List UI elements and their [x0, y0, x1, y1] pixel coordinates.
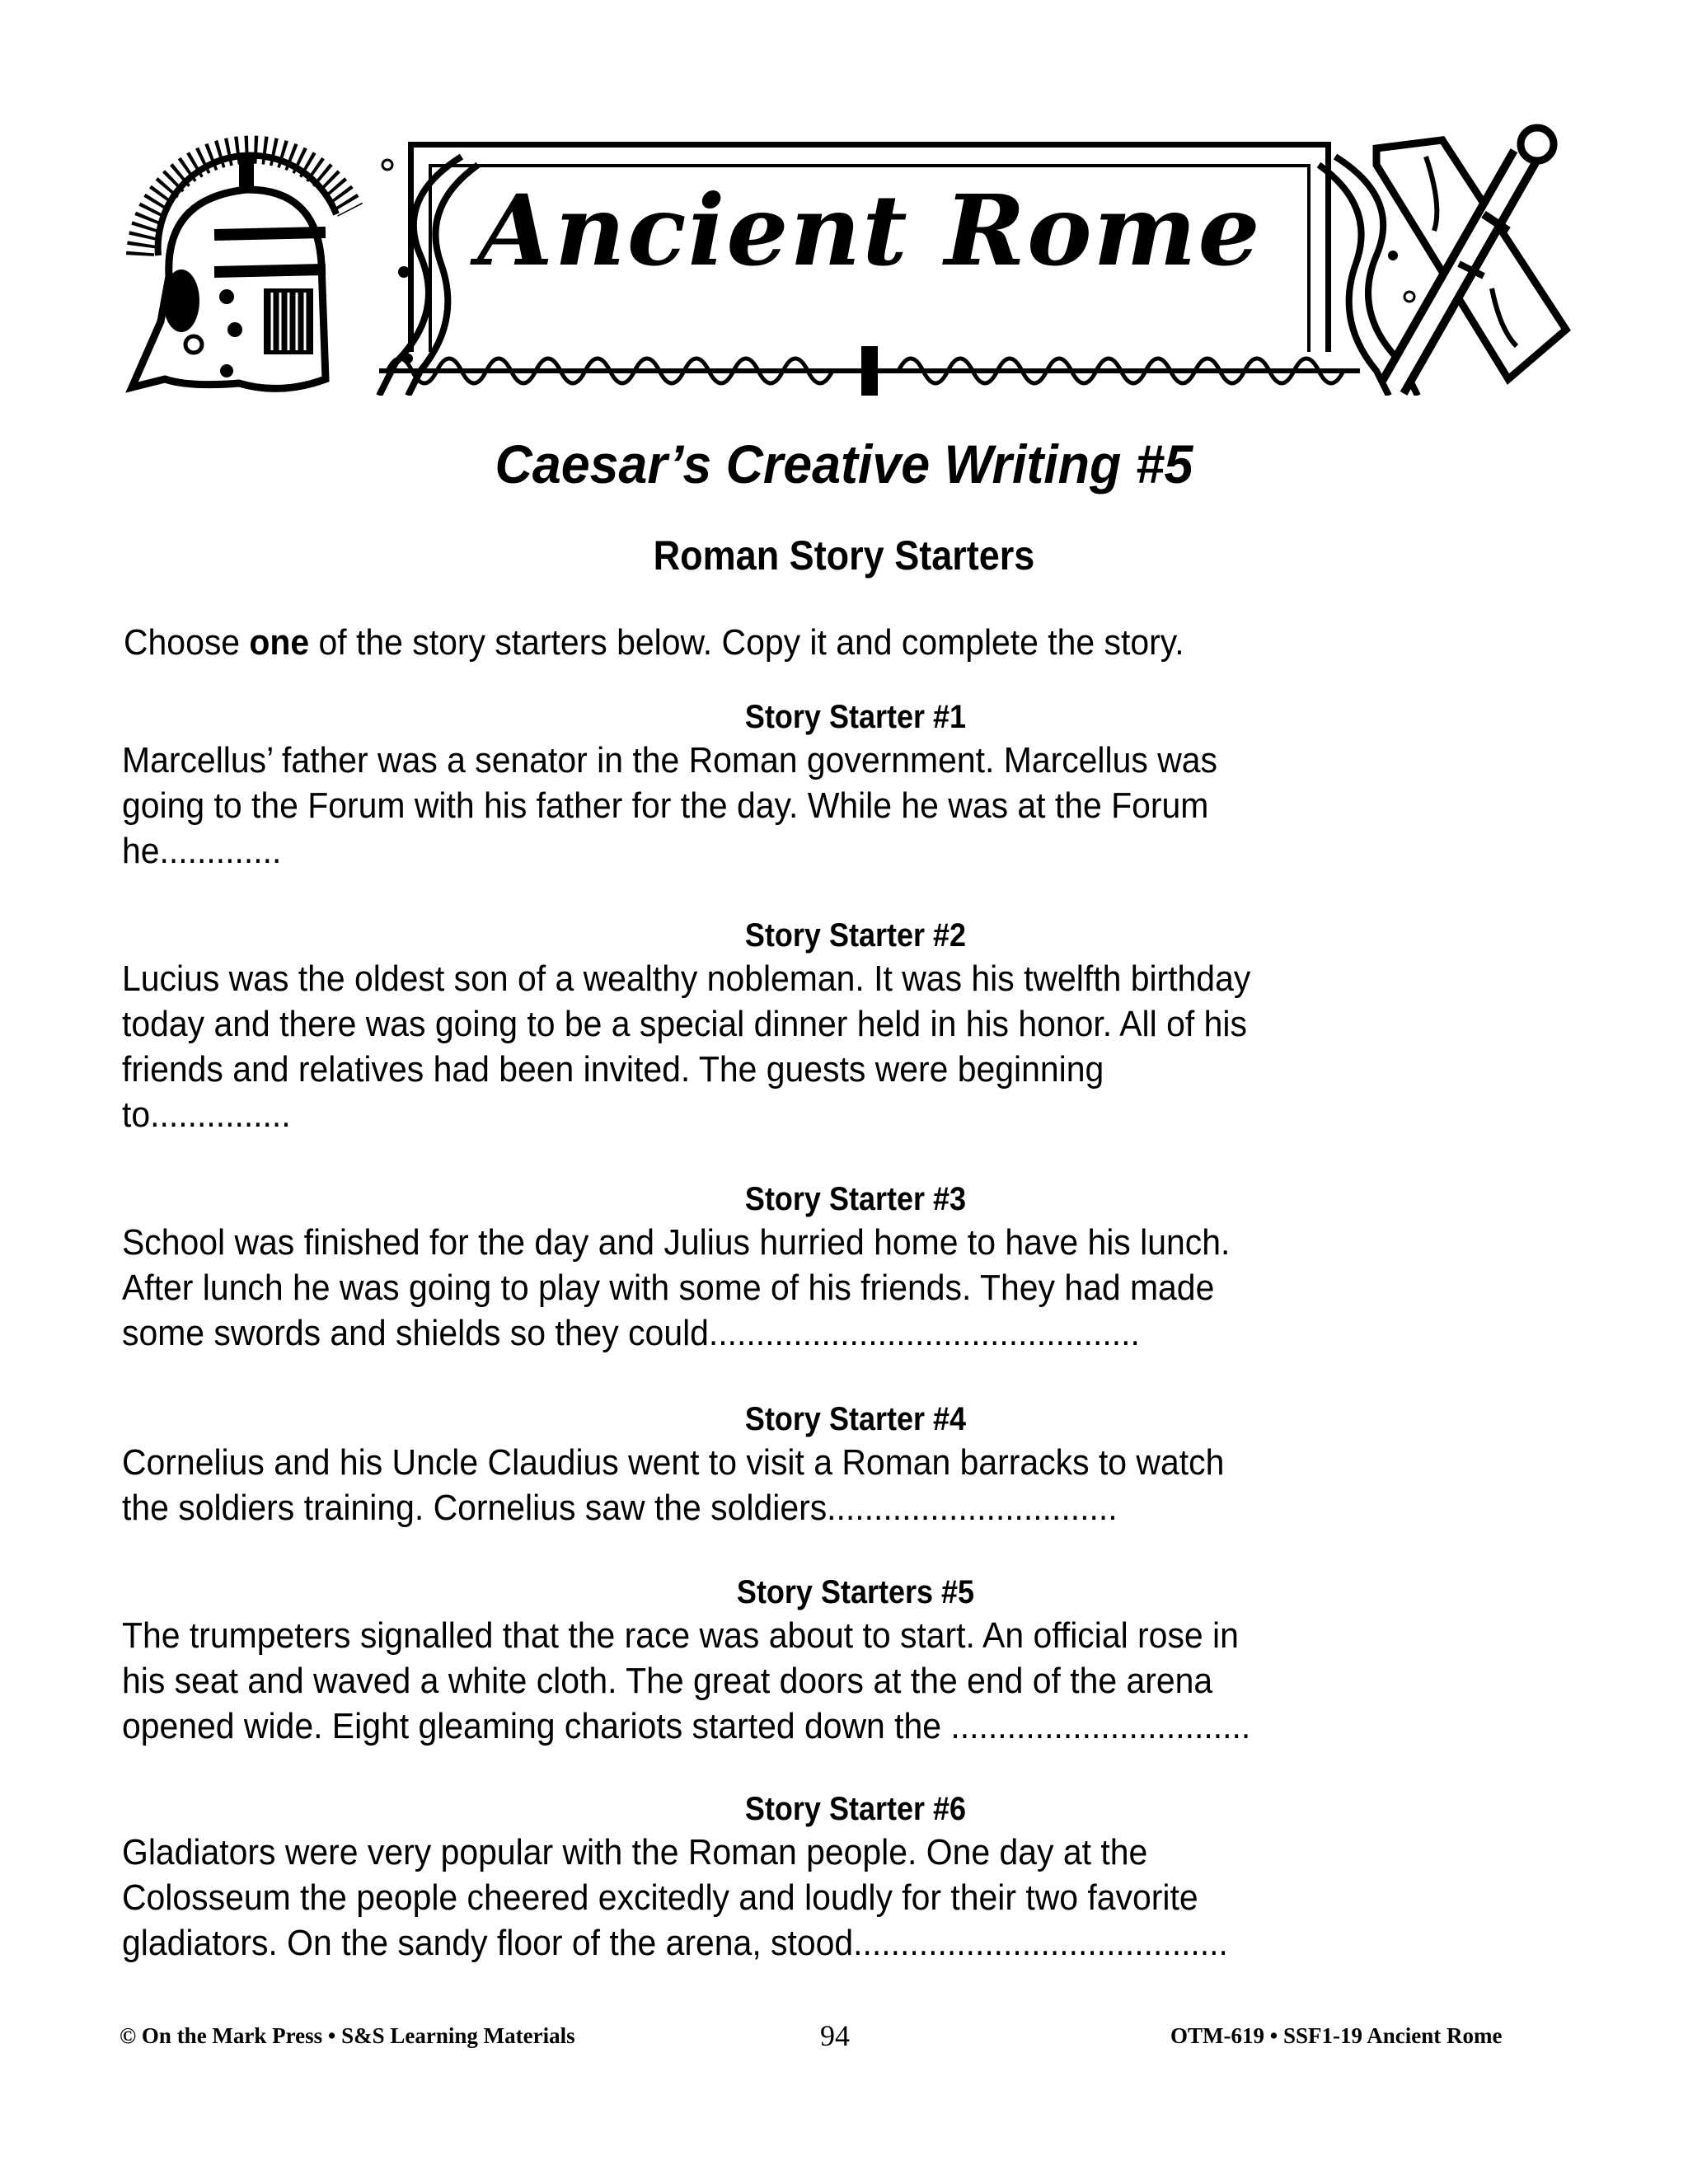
- instructions: [124, 622, 1184, 663]
- footer-product-code: OTM-619 • SSF1-19 Ancient Rome: [1170, 2023, 1503, 2048]
- story-starter-line: School was finished for the day and Julius hurried home to have his lunch.: [122, 1222, 1231, 1263]
- story-starter-line: the soldiers training. Cornelius saw the soldiers...............................: [122, 1488, 1118, 1528]
- page-footer: [0, 2019, 1688, 2056]
- story-starter-line: After lunch he was going to play with some of his friends. They had made: [122, 1268, 1215, 1308]
- story-starter-heading: Story Starter #6: [744, 1791, 967, 1827]
- worksheet-title: Caesar’s Creative Writing #5: [495, 434, 1193, 494]
- laurel-garland: [379, 338, 1360, 404]
- story-starter-1: [122, 696, 1589, 874]
- story-starter-heading: Story Starter #1: [744, 699, 967, 735]
- roman-helmet-icon: [115, 132, 387, 404]
- instructions-text-before: Choose: [124, 622, 250, 663]
- story-starter-line: friends and relatives had been invited. The guests were beginning: [122, 1049, 1104, 1090]
- story-starter-heading: Story Starters #5: [736, 1574, 975, 1610]
- story-starter-line: Cornelius and his Uncle Claudius went to visit a Roman barracks to watch: [122, 1442, 1225, 1483]
- title-frame: [408, 142, 1331, 352]
- story-starter-heading: Story Starter #2: [744, 917, 967, 954]
- worksheet-subtitle: Roman Story Starters: [653, 532, 1035, 579]
- story-starter-3: [122, 1179, 1589, 1356]
- story-starter-line: his seat and waved a white cloth. The great doors at the end of the arena: [122, 1661, 1213, 1701]
- story-starter-line: Lucius was the oldest son of a wealthy nobleman. It was his twelfth birthday: [122, 958, 1251, 999]
- story-starter-line: he.............: [122, 831, 282, 871]
- footer-copyright: © On the Mark Press • S&S Learning Materials: [120, 2023, 575, 2048]
- story-starter-line: Marcellus’ father was a senator in the Roman government. Marcellus was: [122, 740, 1217, 780]
- story-starter-line: opened wide. Eight gleaming chariots started down the ................................: [122, 1706, 1251, 1746]
- story-starter-heading: Story Starter #3: [744, 1181, 967, 1217]
- story-starter-line: to...............: [122, 1094, 291, 1135]
- page-number: 94: [820, 2019, 850, 2052]
- instructions-bold-word: one: [249, 622, 310, 663]
- story-starter-line: today and there was going to be a special dinner held in his honor. All of his: [122, 1004, 1247, 1044]
- sword-and-shield-icon: [1319, 124, 1574, 404]
- story-starter-line: gladiators. On the sandy floor of the arena, stood........................................: [122, 1923, 1228, 1963]
- story-starter-5: [122, 1572, 1589, 1749]
- story-starter-heading: Story Starter #4: [744, 1401, 967, 1437]
- story-starter-line: some swords and shields so they could..............................................: [122, 1313, 1140, 1353]
- story-starter-2: [122, 915, 1589, 1137]
- story-starter-line: The trumpeters signalled that the race was about to start. An official rose in: [122, 1615, 1239, 1656]
- story-starter-4: [122, 1399, 1589, 1530]
- header-banner: [115, 124, 1574, 404]
- banner-title: Ancient Rome: [477, 173, 1262, 288]
- instructions-text-after: of the story starters below. Copy it and complete the story.: [309, 622, 1184, 663]
- story-starter-line: going to the Forum with his father for the day. While he was at the Forum: [122, 785, 1209, 826]
- story-starter-line: Colosseum the people cheered excitedly and loudly for their two favorite: [122, 1877, 1198, 1918]
- story-starter-6: [122, 1788, 1589, 1966]
- story-starter-line: Gladiators were very popular with the Roman people. One day at the: [122, 1832, 1148, 1872]
